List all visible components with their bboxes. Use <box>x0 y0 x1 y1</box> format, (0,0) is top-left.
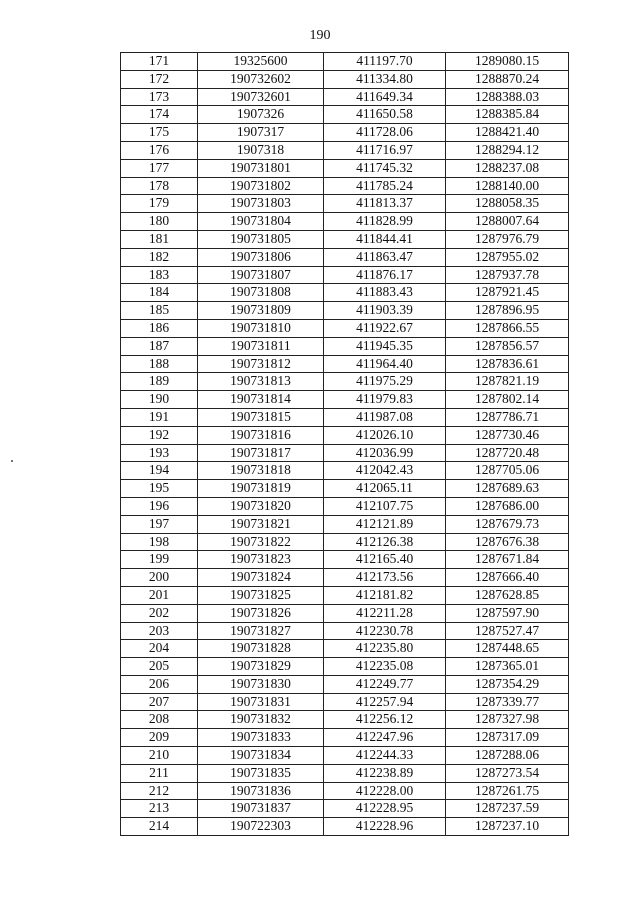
point-number-cell: 209 <box>121 729 198 747</box>
point-code-cell: 190731807 <box>198 266 324 284</box>
table-row <box>121 159 569 177</box>
point-code-cell: 190731805 <box>198 230 324 248</box>
x-coordinate-cell: 411903.39 <box>324 302 446 320</box>
table-row <box>121 195 569 213</box>
x-coordinate-cell: 411785.24 <box>324 177 446 195</box>
point-number-cell: 187 <box>121 337 198 355</box>
y-coordinate-cell: 1287354.29 <box>446 675 569 693</box>
point-number-cell: 176 <box>121 141 198 159</box>
x-coordinate-cell: 411987.08 <box>324 408 446 426</box>
table-row <box>121 569 569 587</box>
table-row <box>121 230 569 248</box>
x-coordinate-cell: 412107.75 <box>324 497 446 515</box>
y-coordinate-cell: 1287261.75 <box>446 782 569 800</box>
table-row <box>121 782 569 800</box>
x-coordinate-cell: 411649.34 <box>324 88 446 106</box>
x-coordinate-cell: 411650.58 <box>324 106 446 124</box>
point-number-cell: 200 <box>121 569 198 587</box>
y-coordinate-cell: 1288385.84 <box>446 106 569 124</box>
table-row <box>121 693 569 711</box>
y-coordinate-cell: 1287671.84 <box>446 551 569 569</box>
point-number-cell: 197 <box>121 515 198 533</box>
point-code-cell: 1907326 <box>198 106 324 124</box>
point-code-cell: 190731801 <box>198 159 324 177</box>
point-number-cell: 175 <box>121 124 198 142</box>
x-coordinate-cell: 412211.28 <box>324 604 446 622</box>
point-code-cell: 190731821 <box>198 515 324 533</box>
point-number-cell: 206 <box>121 675 198 693</box>
point-code-cell: 190731809 <box>198 302 324 320</box>
x-coordinate-cell: 412228.00 <box>324 782 446 800</box>
table-row <box>121 124 569 142</box>
table-row <box>121 711 569 729</box>
y-coordinate-cell: 1287666.40 <box>446 569 569 587</box>
x-coordinate-cell: 411863.47 <box>324 248 446 266</box>
table-row <box>121 53 569 71</box>
y-coordinate-cell: 1288237.08 <box>446 159 569 177</box>
x-coordinate-cell: 412228.96 <box>324 818 446 836</box>
point-code-cell: 190731825 <box>198 586 324 604</box>
table-row <box>121 337 569 355</box>
y-coordinate-cell: 1287856.57 <box>446 337 569 355</box>
table-row <box>121 747 569 765</box>
x-coordinate-cell: 412257.94 <box>324 693 446 711</box>
point-code-cell: 190731802 <box>198 177 324 195</box>
table-row <box>121 764 569 782</box>
point-code-cell: 190731837 <box>198 800 324 818</box>
point-code-cell: 190732602 <box>198 70 324 88</box>
x-coordinate-cell: 412126.38 <box>324 533 446 551</box>
y-coordinate-cell: 1287705.06 <box>446 462 569 480</box>
point-number-cell: 207 <box>121 693 198 711</box>
point-number-cell: 180 <box>121 213 198 231</box>
x-coordinate-cell: 412230.78 <box>324 622 446 640</box>
point-number-cell: 196 <box>121 497 198 515</box>
y-coordinate-cell: 1287676.38 <box>446 533 569 551</box>
point-code-cell: 190731813 <box>198 373 324 391</box>
y-coordinate-cell: 1287365.01 <box>446 658 569 676</box>
point-code-cell: 190732601 <box>198 88 324 106</box>
x-coordinate-cell: 412228.95 <box>324 800 446 818</box>
x-coordinate-cell: 411745.32 <box>324 159 446 177</box>
point-number-cell: 202 <box>121 604 198 622</box>
table-row <box>121 729 569 747</box>
y-coordinate-cell: 1287237.10 <box>446 818 569 836</box>
y-coordinate-cell: 1287802.14 <box>446 391 569 409</box>
point-number-cell: 193 <box>121 444 198 462</box>
point-code-cell: 190731812 <box>198 355 324 373</box>
point-code-cell: 190731826 <box>198 604 324 622</box>
point-code-cell: 190731817 <box>198 444 324 462</box>
point-code-cell: 190722303 <box>198 818 324 836</box>
point-number-cell: 203 <box>121 622 198 640</box>
x-coordinate-cell: 412238.89 <box>324 764 446 782</box>
y-coordinate-cell: 1288058.35 <box>446 195 569 213</box>
point-code-cell: 190731836 <box>198 782 324 800</box>
table-row <box>121 675 569 693</box>
point-code-cell: 190731814 <box>198 391 324 409</box>
point-code-cell: 190731828 <box>198 640 324 658</box>
table-body <box>121 53 569 836</box>
point-code-cell: 190731815 <box>198 408 324 426</box>
point-number-cell: 177 <box>121 159 198 177</box>
point-code-cell: 190731818 <box>198 462 324 480</box>
table-row <box>121 444 569 462</box>
x-coordinate-cell: 412249.77 <box>324 675 446 693</box>
point-code-cell: 190731810 <box>198 319 324 337</box>
y-coordinate-cell: 1288007.64 <box>446 213 569 231</box>
x-coordinate-cell: 411728.06 <box>324 124 446 142</box>
table-row <box>121 800 569 818</box>
point-number-cell: 182 <box>121 248 198 266</box>
y-coordinate-cell: 1287689.63 <box>446 480 569 498</box>
table-row <box>121 818 569 836</box>
x-coordinate-cell: 411945.35 <box>324 337 446 355</box>
table-row <box>121 319 569 337</box>
point-number-cell: 213 <box>121 800 198 818</box>
point-code-cell: 190731819 <box>198 480 324 498</box>
x-coordinate-cell: 412247.96 <box>324 729 446 747</box>
x-coordinate-cell: 411716.97 <box>324 141 446 159</box>
y-coordinate-cell: 1287976.79 <box>446 230 569 248</box>
x-coordinate-cell: 411197.70 <box>324 53 446 71</box>
table-row <box>121 177 569 195</box>
x-coordinate-cell: 412256.12 <box>324 711 446 729</box>
y-coordinate-cell: 1287317.09 <box>446 729 569 747</box>
point-number-cell: 211 <box>121 764 198 782</box>
table-row <box>121 302 569 320</box>
x-coordinate-cell: 412036.99 <box>324 444 446 462</box>
table-row <box>121 658 569 676</box>
x-coordinate-cell: 412121.89 <box>324 515 446 533</box>
x-coordinate-cell: 411844.41 <box>324 230 446 248</box>
point-number-cell: 189 <box>121 373 198 391</box>
point-number-cell: 171 <box>121 53 198 71</box>
point-number-cell: 201 <box>121 586 198 604</box>
point-number-cell: 192 <box>121 426 198 444</box>
table-row <box>121 640 569 658</box>
x-coordinate-cell: 412026.10 <box>324 426 446 444</box>
point-code-cell: 190731823 <box>198 551 324 569</box>
point-number-cell: 178 <box>121 177 198 195</box>
y-coordinate-cell: 1287679.73 <box>446 515 569 533</box>
y-coordinate-cell: 1287448.65 <box>446 640 569 658</box>
point-code-cell: 1907317 <box>198 124 324 142</box>
point-number-cell: 181 <box>121 230 198 248</box>
point-number-cell: 186 <box>121 319 198 337</box>
table-row <box>121 391 569 409</box>
x-coordinate-cell: 412065.11 <box>324 480 446 498</box>
y-coordinate-cell: 1287896.95 <box>446 302 569 320</box>
y-coordinate-cell: 1287527.47 <box>446 622 569 640</box>
point-number-cell: 191 <box>121 408 198 426</box>
y-coordinate-cell: 1288870.24 <box>446 70 569 88</box>
point-code-cell: 190731803 <box>198 195 324 213</box>
y-coordinate-cell: 1287686.00 <box>446 497 569 515</box>
x-coordinate-cell: 411964.40 <box>324 355 446 373</box>
table-row <box>121 88 569 106</box>
x-coordinate-cell: 412235.80 <box>324 640 446 658</box>
table-row <box>121 480 569 498</box>
point-number-cell: 194 <box>121 462 198 480</box>
y-coordinate-cell: 1287237.59 <box>446 800 569 818</box>
point-number-cell: 210 <box>121 747 198 765</box>
table-row <box>121 355 569 373</box>
point-code-cell: 19325600 <box>198 53 324 71</box>
point-code-cell: 190731808 <box>198 284 324 302</box>
point-number-cell: 173 <box>121 88 198 106</box>
point-number-cell: 204 <box>121 640 198 658</box>
point-code-cell: 190731835 <box>198 764 324 782</box>
table-row <box>121 462 569 480</box>
table-row <box>121 586 569 604</box>
point-code-cell: 190731824 <box>198 569 324 587</box>
point-code-cell: 190731820 <box>198 497 324 515</box>
margin-dot <box>11 460 13 462</box>
y-coordinate-cell: 1287937.78 <box>446 266 569 284</box>
point-number-cell: 190 <box>121 391 198 409</box>
table-row <box>121 551 569 569</box>
x-coordinate-cell: 411975.29 <box>324 373 446 391</box>
table-row <box>121 284 569 302</box>
point-code-cell: 1907318 <box>198 141 324 159</box>
x-coordinate-cell: 412165.40 <box>324 551 446 569</box>
y-coordinate-cell: 1287273.54 <box>446 764 569 782</box>
table-row <box>121 266 569 284</box>
point-number-cell: 205 <box>121 658 198 676</box>
y-coordinate-cell: 1287628.85 <box>446 586 569 604</box>
y-coordinate-cell: 1288140.00 <box>446 177 569 195</box>
x-coordinate-cell: 412181.82 <box>324 586 446 604</box>
table-row <box>121 604 569 622</box>
point-number-cell: 185 <box>121 302 198 320</box>
x-coordinate-cell: 411922.67 <box>324 319 446 337</box>
table-row <box>121 248 569 266</box>
y-coordinate-cell: 1287921.45 <box>446 284 569 302</box>
y-coordinate-cell: 1287866.55 <box>446 319 569 337</box>
table-row <box>121 373 569 391</box>
x-coordinate-cell: 412042.43 <box>324 462 446 480</box>
y-coordinate-cell: 1287730.46 <box>446 426 569 444</box>
point-code-cell: 190731822 <box>198 533 324 551</box>
point-code-cell: 190731804 <box>198 213 324 231</box>
table-row <box>121 408 569 426</box>
y-coordinate-cell: 1287720.48 <box>446 444 569 462</box>
y-coordinate-cell: 1288421.40 <box>446 124 569 142</box>
x-coordinate-cell: 411876.17 <box>324 266 446 284</box>
x-coordinate-cell: 412235.08 <box>324 658 446 676</box>
y-coordinate-cell: 1288388.03 <box>446 88 569 106</box>
point-number-cell: 184 <box>121 284 198 302</box>
point-number-cell: 183 <box>121 266 198 284</box>
x-coordinate-cell: 411979.83 <box>324 391 446 409</box>
point-number-cell: 174 <box>121 106 198 124</box>
point-number-cell: 198 <box>121 533 198 551</box>
y-coordinate-cell: 1287955.02 <box>446 248 569 266</box>
point-number-cell: 195 <box>121 480 198 498</box>
point-code-cell: 190731811 <box>198 337 324 355</box>
y-coordinate-cell: 1287597.90 <box>446 604 569 622</box>
y-coordinate-cell: 1287836.61 <box>446 355 569 373</box>
table-row <box>121 141 569 159</box>
table-row <box>121 106 569 124</box>
x-coordinate-cell: 412173.56 <box>324 569 446 587</box>
x-coordinate-cell: 411828.99 <box>324 213 446 231</box>
y-coordinate-cell: 1287288.06 <box>446 747 569 765</box>
y-coordinate-cell: 1287786.71 <box>446 408 569 426</box>
point-code-cell: 190731833 <box>198 729 324 747</box>
table-row <box>121 497 569 515</box>
point-number-cell: 172 <box>121 70 198 88</box>
point-number-cell: 212 <box>121 782 198 800</box>
point-number-cell: 208 <box>121 711 198 729</box>
table-row <box>121 70 569 88</box>
point-code-cell: 190731806 <box>198 248 324 266</box>
point-number-cell: 199 <box>121 551 198 569</box>
point-number-cell: 188 <box>121 355 198 373</box>
x-coordinate-cell: 412244.33 <box>324 747 446 765</box>
page-number: 190 <box>309 28 331 43</box>
table-row <box>121 213 569 231</box>
x-coordinate-cell: 411334.80 <box>324 70 446 88</box>
y-coordinate-cell: 1287339.77 <box>446 693 569 711</box>
point-code-cell: 190731831 <box>198 693 324 711</box>
table-row <box>121 533 569 551</box>
point-number-cell: 179 <box>121 195 198 213</box>
y-coordinate-cell: 1287327.98 <box>446 711 569 729</box>
y-coordinate-cell: 1288294.12 <box>446 141 569 159</box>
point-code-cell: 190731830 <box>198 675 324 693</box>
y-coordinate-cell: 1287821.19 <box>446 373 569 391</box>
x-coordinate-cell: 411813.37 <box>324 195 446 213</box>
table-row <box>121 515 569 533</box>
table-row <box>121 426 569 444</box>
coordinates-table <box>120 52 569 836</box>
point-code-cell: 190731816 <box>198 426 324 444</box>
point-number-cell: 214 <box>121 818 198 836</box>
x-coordinate-cell: 411883.43 <box>324 284 446 302</box>
point-code-cell: 190731834 <box>198 747 324 765</box>
y-coordinate-cell: 1289080.15 <box>446 53 569 71</box>
point-code-cell: 190731827 <box>198 622 324 640</box>
table-row <box>121 622 569 640</box>
point-code-cell: 190731829 <box>198 658 324 676</box>
point-code-cell: 190731832 <box>198 711 324 729</box>
